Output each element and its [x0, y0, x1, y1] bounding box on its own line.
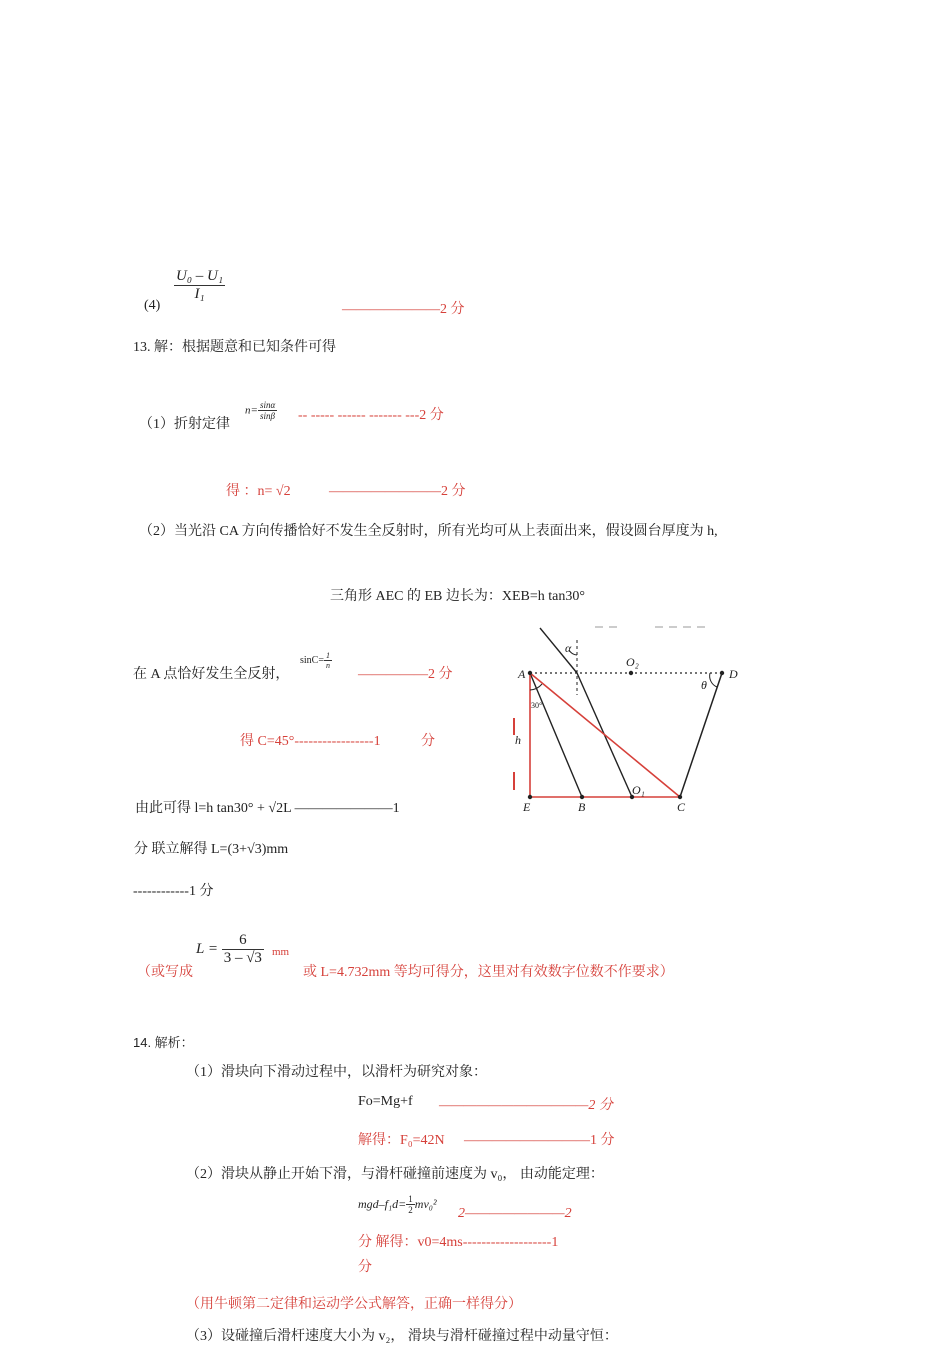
theta-arc — [710, 673, 717, 687]
C-result-unit: 分 — [421, 734, 435, 749]
label-C: C — [677, 800, 686, 814]
q13-part2-intro: （2）当光沿 CA 方向传播恰好不发生全反射时，所有光均可从上表面出来，假设圆台厚度为 h, — [139, 524, 718, 539]
q14-part2-result-unit: 分 — [358, 1260, 372, 1275]
formula-denominator: I₁ — [194, 286, 205, 302]
q13-heading: 13. 解：根据题意和已知条件可得 — [133, 340, 336, 355]
point-C — [678, 795, 682, 799]
q13-part1-result-score: ————————2 分 — [329, 484, 466, 499]
label-O1: O₁ — [632, 783, 645, 797]
label-O2: O₂ — [626, 655, 639, 669]
alt-L-formula: L = $\frac{6}{3 - √3}$ — [196, 932, 262, 966]
label-D: D — [729, 667, 738, 681]
q14-part1-equation: Fo=Mg+f — [358, 1094, 413, 1109]
frustum-light-diagram — [505, 620, 765, 820]
solve-L: 分 联立解得 L=(3+√3)mm — [134, 842, 289, 857]
alt-L-unit: mm — [272, 946, 290, 958]
refraction-law-formula: n= $\frac{\sin\alpha}{\sin\beta}$ — [245, 400, 276, 421]
sinC-score: —————2 分 — [358, 667, 453, 682]
q12-part4-label: (4) — [144, 298, 161, 313]
label-h: h — [515, 733, 521, 747]
label-B: B — [578, 800, 586, 814]
C-result: 得 C=45°-----------------1 — [240, 734, 381, 749]
formula-numerator: U₀ – U₁ — [176, 268, 224, 284]
line-AB — [530, 673, 582, 797]
energy-theorem-formula: mgd–f₁d= $\frac{1}{2}$ mv₀² — [358, 1194, 437, 1215]
point-B — [580, 795, 584, 799]
q12-part4-score: ———————2 分 — [342, 302, 465, 317]
point-A — [528, 671, 532, 675]
q14-part2-intro: （2）滑块从静止开始下滑，与滑杆碰撞前速度为 v₀， 由动能定理： — [186, 1167, 604, 1182]
alt-answer-rest: 或 L=4.732mm 等均可得分，这里对有效数字位数不作要求） — [303, 965, 674, 980]
q13-part1-label: （1）折射定律 — [139, 417, 230, 432]
q14-part1-intro: （1）滑块向下滑动过程中，以滑杆为研究对象： — [186, 1065, 487, 1080]
q13-total-reflection-text: 在 A 点恰好发生全反射， — [133, 667, 290, 682]
q14-part1-result-score: —————————1 分 — [464, 1133, 615, 1148]
q14-note: （用牛顿第二定律和运动学公式解答，正确一样得分） — [186, 1297, 522, 1312]
point-D — [720, 671, 724, 675]
label-A: A — [518, 667, 526, 681]
q14-part1-result: 解得：F₀=42N — [358, 1133, 445, 1148]
label-theta: θ — [701, 678, 707, 692]
alt-answer-open: （或写成 — [137, 965, 193, 980]
q12-part4-formula — [174, 268, 225, 303]
point-E — [528, 795, 532, 799]
point-O2 — [629, 671, 633, 675]
q14-part1-equation-score: ————————————2 分 — [439, 1098, 613, 1113]
line-AC — [530, 673, 680, 797]
incident-ray — [540, 628, 577, 673]
energy-theorem-score: 2————————2 — [458, 1206, 572, 1221]
solve-L-score: ------------1 分 — [133, 884, 214, 899]
q14-part2-result: 分 解得：v0=4ms-------------------1 — [358, 1235, 559, 1250]
q13-part1-score: -- ----- ------ ------- ---2 分 — [298, 408, 444, 423]
q13-part1-result: 得 ：n= √2 — [226, 484, 291, 499]
label-alpha: α — [565, 641, 572, 655]
sinC-formula: sinC= $\frac{1}{n}$ — [300, 651, 330, 670]
label-30deg: 30° — [531, 701, 543, 710]
l-expression: 由此可得 l=h tan30° + √2L ———————1 — [135, 801, 400, 816]
q14-part3-intro: （3）设碰撞后滑杆速度大小为 v₂， 滑块与滑杆碰撞过程中动量守恒： — [186, 1329, 618, 1344]
q13-triangle-text: 三角形 AEC 的 EB 边长为：XEB=h tan30° — [330, 589, 585, 604]
q14-heading: 14. 解析： — [133, 1035, 194, 1050]
label-E: E — [523, 800, 531, 814]
